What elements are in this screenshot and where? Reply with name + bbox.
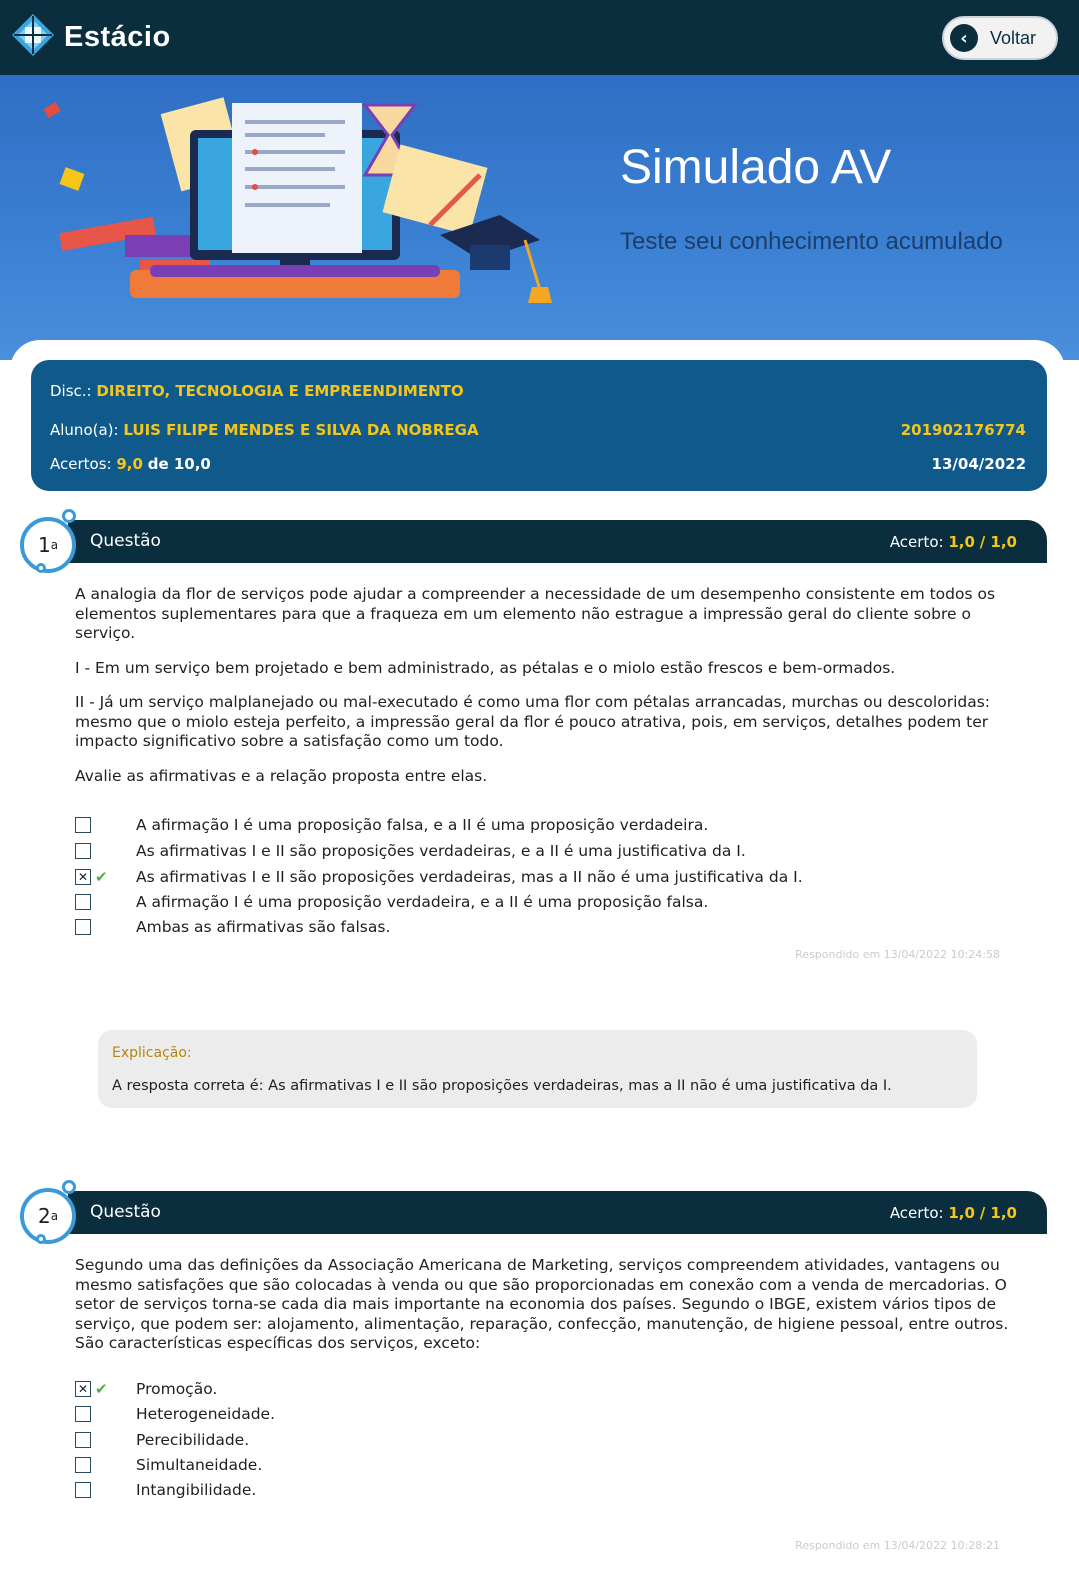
answered-timestamp: Respondido em 13/04/2022 10:28:21 <box>795 1539 1000 1552</box>
option-label: As afirmativas I e II são proposições verdadeiras, e a II é uma justificativa da I. <box>136 842 746 860</box>
answer-option-selected[interactable] <box>75 1378 218 1400</box>
score-label: Acerto: <box>889 533 944 551</box>
checkbox[interactable] <box>75 843 91 859</box>
decorative-dot <box>36 563 46 573</box>
question-bar <box>68 520 1047 563</box>
chevron-left-icon: ‹ <box>950 24 978 52</box>
discipline-label: Disc.: <box>50 382 92 400</box>
hero-banner <box>0 75 1079 360</box>
checkbox[interactable] <box>75 1482 91 1498</box>
score-label: Acertos: <box>50 455 112 473</box>
student-name: LUIS FILIPE MENDES E SILVA DA NOBREGA <box>123 421 479 439</box>
answer-option-selected[interactable] <box>75 866 803 888</box>
explanation-title: Explicação: <box>112 1045 192 1061</box>
option-label: Perecibilidade. <box>136 1431 250 1449</box>
student-row <box>50 421 1026 439</box>
score-total: de 10,0 <box>147 455 211 473</box>
answer-option[interactable] <box>75 1403 276 1425</box>
back-button-label: Voltar <box>990 27 1037 48</box>
option-label: Heterogeneidade. <box>136 1405 276 1423</box>
option-label: Ambas as afirmativas são falsas. <box>136 918 391 936</box>
question-2-header <box>16 1184 1047 1244</box>
back-button[interactable] <box>942 16 1058 60</box>
option-label: Intangibilidade. <box>136 1481 257 1499</box>
question-paragraph: Avalie as afirmativas e a relação proposta entre elas. <box>75 766 488 785</box>
question-score <box>890 1204 1017 1222</box>
explanation-box <box>98 1030 977 1108</box>
checkbox[interactable] <box>75 1406 91 1422</box>
exam-info-card <box>31 360 1047 491</box>
check-icon: ✔ <box>95 868 108 886</box>
decorative-dot <box>62 509 76 523</box>
checkbox[interactable] <box>75 919 91 935</box>
checkbox[interactable] <box>75 1432 91 1448</box>
student-label: Aluno(a): <box>50 421 119 439</box>
question-paragraph: Segundo uma das definições da Associação Americana de Marketing, serviços compreendem atividades, vantagens ou mesmo satisfações que são colocadas à venda ou que são proporcionadas em conexão com a venda de mercadorias. O setor de serviços torna-se cada dia mais importante na economia dos países. Segundo o IBGE, existem vários tipos de serviço, que podem ser: alojamento, alimentação, reparação, confecção, manutenção, de higiene pessoal, entre outros. São características específicas dos serviços, exceto: <box>75 1256 1009 1352</box>
check-icon: ✔ <box>95 1380 108 1398</box>
question-paragraph: I - Em um serviço bem projetado e bem administrado, as pétalas e o miolo estão frescos e bem-ormados. <box>75 658 896 677</box>
score-row <box>50 455 1026 473</box>
student-id: 201902176774 <box>900 421 1026 439</box>
discipline-row <box>50 382 1026 400</box>
question-number-suffix: a <box>50 538 59 552</box>
question-1-header <box>16 513 1047 573</box>
checkbox[interactable] <box>75 817 91 833</box>
x-checkbox-icon[interactable]: ✕ <box>75 1381 91 1397</box>
checkbox[interactable] <box>75 1457 91 1473</box>
option-label: A afirmação I é uma proposição falsa, e a II é uma proposição verdadeira. <box>136 816 709 834</box>
question-label: Questão <box>90 531 161 551</box>
top-bar <box>0 0 1079 75</box>
score-value: 1,0 <box>948 533 975 551</box>
answer-option[interactable] <box>75 840 746 862</box>
explanation-text: A resposta correta é: As afirmativas I e II são proposições verdadeiras, mas a II não é uma justificativa da I. <box>112 1078 892 1094</box>
question-1-text <box>75 585 1010 801</box>
score-value: 9,0 <box>116 455 143 473</box>
decorative-dot <box>36 1234 46 1244</box>
page-subtitle: Teste seu conhecimento acumulado <box>620 228 1003 255</box>
score-total: / 1,0 <box>979 1204 1017 1222</box>
estacio-diamond-icon <box>10 12 56 62</box>
question-number: 1 <box>37 533 51 557</box>
question-number-badge <box>20 1188 76 1244</box>
answer-option[interactable] <box>75 1479 257 1501</box>
discipline-value: DIREITO, TECNOLOGIA E EMPREENDIMENTO <box>96 382 464 400</box>
exam-date: 13/04/2022 <box>931 455 1026 473</box>
question-number-suffix: a <box>50 1209 59 1223</box>
checkbox[interactable] <box>75 894 91 910</box>
score-total: / 1,0 <box>979 533 1017 551</box>
answer-option[interactable] <box>75 916 391 938</box>
question-number: 2 <box>37 1204 51 1228</box>
x-checkbox-icon[interactable]: ✕ <box>75 869 91 885</box>
option-label: A afirmação I é uma proposição verdadeira, e a II é uma proposição falsa. <box>136 893 709 911</box>
score-label: Acerto: <box>889 1204 944 1222</box>
option-label: Promoção. <box>136 1380 218 1398</box>
estacio-logo[interactable] <box>10 12 171 62</box>
decorative-dot <box>62 1180 76 1194</box>
answer-option[interactable] <box>75 1454 263 1476</box>
page-title: Simulado AV <box>620 141 892 194</box>
answer-option[interactable] <box>75 1429 250 1451</box>
question-score <box>890 533 1017 551</box>
score-value: 1,0 <box>948 1204 975 1222</box>
answer-option[interactable] <box>75 891 709 913</box>
option-label: As afirmativas I e II são proposições verdadeiras, mas a II não é uma justificativa da I. <box>136 868 803 886</box>
question-2-text <box>75 1256 1010 1369</box>
brand-name: Estácio <box>64 20 171 53</box>
question-label: Questão <box>90 1202 161 1222</box>
hero-illustration <box>0 75 560 360</box>
question-paragraph: A analogia da flor de serviços pode ajudar a compreender a necessidade de um desempenho consistente em todos os elementos suplementares para que a fraqueza em um elemento não estrague a impressão geral do cliente sobre o serviço. <box>75 585 996 642</box>
question-number-badge <box>20 517 76 573</box>
option-label: Simultaneidade. <box>136 1456 263 1474</box>
answered-timestamp: Respondido em 13/04/2022 10:24:58 <box>795 948 1000 961</box>
question-paragraph: II - Já um serviço malplanejado ou mal-executado é como uma flor com pétalas arrancadas, murchas ou descoloridas: mesmo que o miolo esteja perfeito, a impressão geral da flor é pouco atrativa, pois, em serviços, detalhes podem ter impacto significativo sobre a satisfação como um todo. <box>75 693 991 750</box>
question-bar <box>68 1191 1047 1234</box>
answer-option[interactable] <box>75 814 709 836</box>
